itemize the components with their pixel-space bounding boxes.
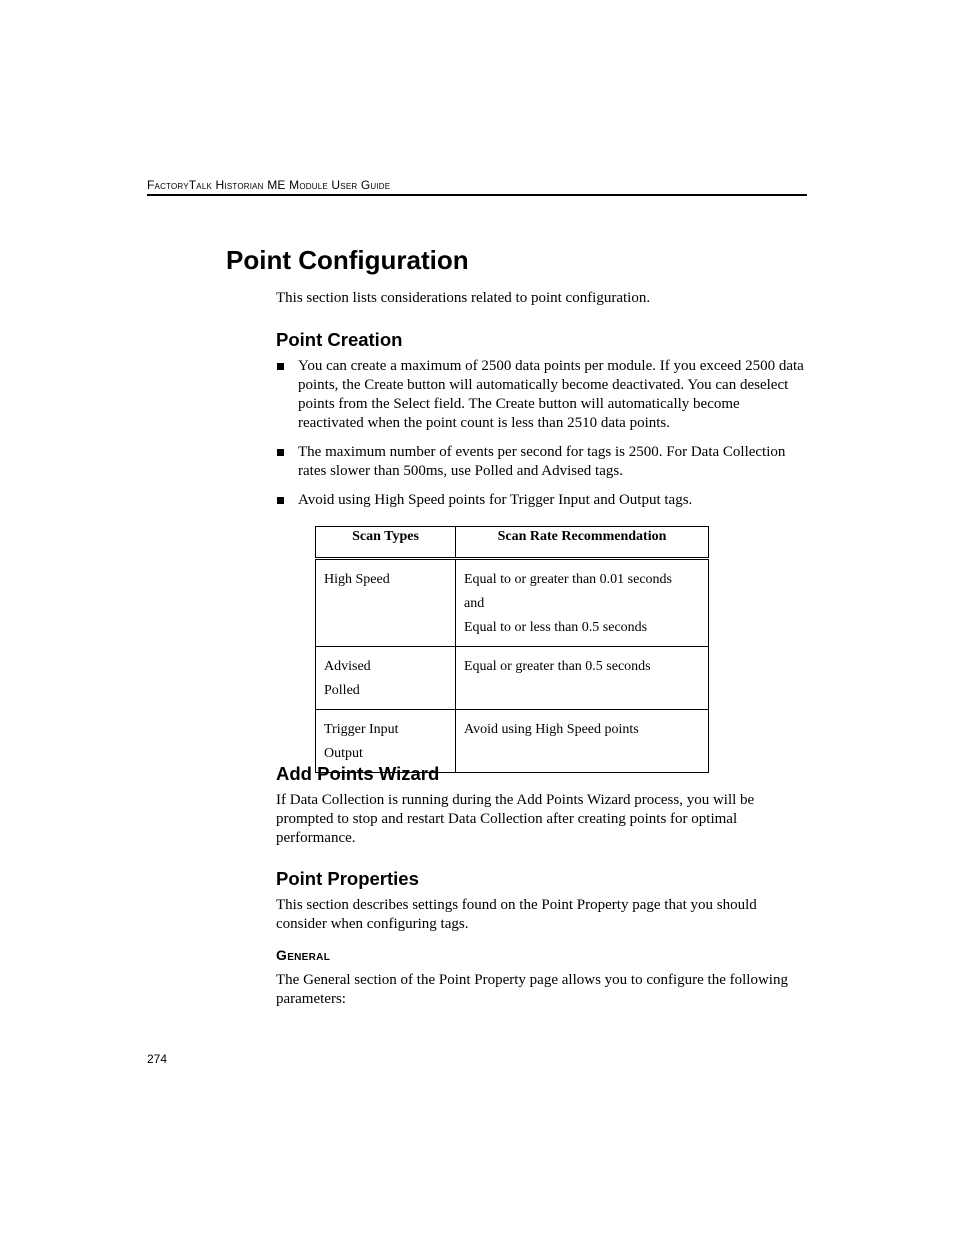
general-heading: General [276, 947, 331, 963]
cell-line: Avoid using High Speed points [464, 722, 639, 737]
list-item [276, 491, 808, 510]
square-bullet-icon [277, 363, 284, 370]
cell-line: Equal or greater than 0.5 seconds [464, 659, 651, 674]
cell-line: Advised [324, 659, 371, 674]
running-header: FactoryTalk Historian ME Module User Guide [147, 178, 807, 196]
page-number: 274 [147, 1052, 168, 1066]
square-bullet-icon [277, 497, 284, 504]
bullet-text: Avoid using High Speed points for Trigger Input and Output tags. [298, 492, 693, 508]
cell-line: Equal to or greater than 0.01 seconds [464, 572, 672, 587]
point-properties-text: This section describes settings found on the Point Property page that you should consider when configuring tags. [276, 897, 757, 932]
point-creation-list [276, 357, 808, 520]
add-points-wizard-heading: Add Points Wizard [276, 763, 440, 784]
cell-line: Output [324, 746, 363, 761]
cell-line: Polled [324, 683, 360, 698]
list-item [276, 443, 808, 481]
general-text: The General section of the Point Property page allows you to configure the following parameters: [276, 972, 788, 1007]
cell-line: High Speed [324, 572, 390, 587]
page-title: Point Configuration [226, 245, 469, 275]
scan-type-cell [316, 559, 456, 647]
table-row [316, 559, 709, 647]
point-properties-heading: Point Properties [276, 868, 419, 889]
scan-rate-table [315, 526, 709, 773]
bullet-text: You can create a maximum of 2500 data points per module. If you exceed 2500 data points, the Create button will automatically become deactivated. You can deselect points from the Select field. The Create button will automatically become reactivated when the point count is less than 2510 data points. [298, 358, 804, 431]
recommendation-cell [456, 647, 709, 710]
point-creation-heading: Point Creation [276, 329, 403, 350]
cell-line: and [464, 596, 485, 611]
column-header-scan-types: Scan Types [316, 527, 456, 559]
bullet-text: The maximum number of events per second for tags is 2500. For Data Collection rates slower than 500ms, use Polled and Advised tags. [298, 444, 786, 479]
square-bullet-icon [277, 449, 284, 456]
scan-type-cell [316, 647, 456, 710]
recommendation-cell [456, 559, 709, 647]
table-row [316, 647, 709, 710]
cell-line: Equal to or less than 0.5 seconds [464, 620, 648, 635]
cell-line: Trigger Input [324, 722, 399, 737]
intro-text: This section lists considerations related to point configuration. [276, 290, 651, 306]
table-header-row [316, 527, 709, 559]
column-header-scan-rate: Scan Rate Recommendation [456, 527, 709, 559]
add-points-wizard-text: If Data Collection is running during the Add Points Wizard process, you will be prompted to stop and restart Data Collection after creating points for optimal performance. [276, 792, 755, 846]
list-item [276, 357, 808, 433]
